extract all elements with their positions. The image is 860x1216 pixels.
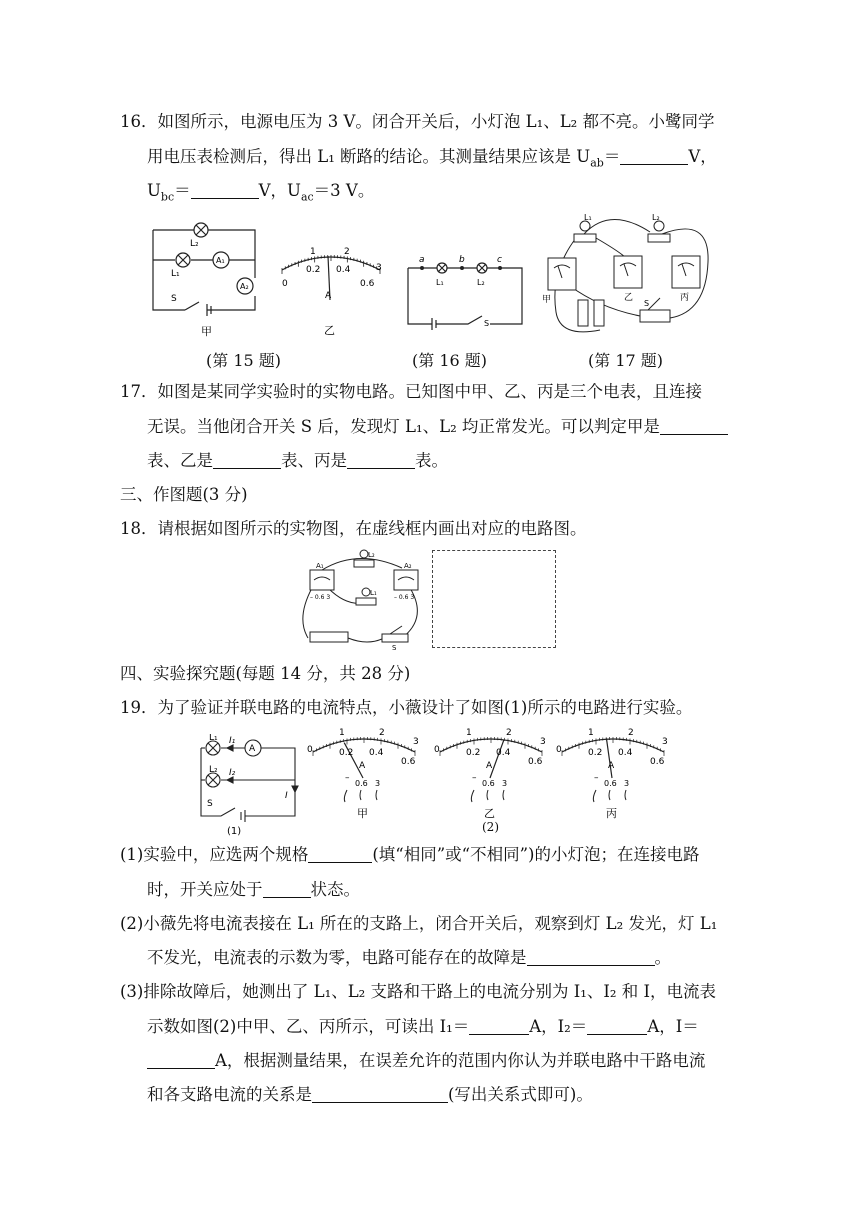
- answer-blank-bing[interactable]: [347, 452, 415, 469]
- q19-p2-line1: (2)小薇先将电流表接在 L₁ 所在的支路上，闭合开关后，观察到灯 L₂ 发光，灯 L₁: [120, 914, 718, 933]
- meter-tick-04: 0.4: [369, 748, 384, 758]
- meter-label-yi: 乙: [484, 807, 495, 820]
- fig15-unit: A: [325, 291, 332, 301]
- fig17-S: S: [644, 299, 650, 308]
- fig19-circuit: [195, 734, 305, 838]
- fig15-meter: [270, 240, 390, 340]
- terminal-minus: –: [594, 773, 599, 783]
- fig18-S: S: [392, 644, 397, 652]
- section-3-title: 三、作图题(3 分): [120, 485, 248, 504]
- terminal-3: 3: [502, 779, 508, 788]
- answer-blank-uab[interactable]: [620, 148, 688, 165]
- q19-p3-text3: A，I＝: [647, 1017, 699, 1036]
- terminal-06: 0.6: [604, 779, 617, 788]
- fig19-L2: L₂: [209, 765, 218, 775]
- fig19-I: I: [285, 791, 288, 801]
- meter-tick-04: 0.4: [618, 748, 633, 758]
- meter-tick-2: 2: [628, 728, 634, 738]
- q17-t3: 表。: [415, 451, 448, 470]
- q16-text: 用电压表检测后，得出 L₁ 断路的结论。其测量结果应该是 U: [147, 147, 591, 166]
- fig15-t3: 3: [376, 263, 382, 273]
- fig15-t1: 1: [310, 247, 316, 257]
- fig19-S: S: [207, 799, 213, 809]
- fig19-A: A: [249, 744, 256, 754]
- answer-blank-relation[interactable]: [312, 1086, 448, 1103]
- q16-sub-ab: ab: [590, 156, 604, 170]
- terminal-06: 0.6: [482, 779, 495, 788]
- drawing-answer-box[interactable]: [432, 550, 556, 648]
- meter-yi: [430, 722, 550, 826]
- meter-tick-3: 3: [662, 737, 668, 747]
- meter-tick-0: 0: [434, 745, 440, 755]
- fig17-yi: 乙: [624, 293, 634, 303]
- fig15-t04: 0.4: [336, 265, 351, 275]
- fig18-A1: A₁: [316, 562, 324, 570]
- answer-blank-i2[interactable]: [587, 1018, 647, 1035]
- meter-tick-06: 0.6: [650, 757, 665, 767]
- fig15-L1: L₁: [171, 269, 180, 279]
- fig15-label: 甲: [201, 325, 212, 338]
- fig17-bing: 丙: [680, 293, 690, 303]
- answer-blank-i[interactable]: [147, 1052, 215, 1069]
- answer-blank-spec[interactable]: [308, 846, 372, 863]
- answer-blank-switch-state[interactable]: [263, 881, 311, 898]
- answer-blank-yi[interactable]: [213, 452, 281, 469]
- q18-line1: 18．请根据如图所示的实物图，在虚线框内画出对应的电路图。: [120, 519, 587, 538]
- fig15-t0: 0: [282, 279, 288, 289]
- q19-p3-line3: [147, 1051, 705, 1071]
- fig16-L2: L₂: [477, 278, 485, 287]
- q16-line3: [147, 181, 374, 207]
- q16-unit2: V，U: [258, 181, 301, 200]
- meter-bing: [552, 722, 672, 826]
- q16-line2: [147, 147, 717, 173]
- q19-p2-end: 。: [654, 948, 671, 967]
- answer-blank-ubc[interactable]: [191, 182, 259, 199]
- meter-tick-1: 1: [339, 728, 345, 738]
- q16-end: ＝3 V。: [313, 181, 375, 200]
- fig18-L2: L₂: [368, 551, 375, 559]
- fig15-t2: 2: [344, 247, 350, 257]
- meter-tick-0: 0: [307, 745, 313, 755]
- meter-label-jia: 甲: [357, 807, 368, 820]
- terminal-06: 0.6: [355, 779, 368, 788]
- terminal-3: 3: [375, 779, 381, 788]
- q16-eq2: ＝: [174, 181, 191, 200]
- fig16-c: c: [497, 255, 502, 265]
- fig18-scale-right: – 0.6 3: [394, 594, 415, 601]
- q19-p3-line1: (3)排除故障后，她测出了 L₁、L₂ 支路和干路上的电流分别为 I₁、I₂ 和 I，电流表: [120, 982, 717, 1001]
- meter-unit: A: [608, 761, 615, 771]
- terminal-minus: –: [345, 773, 350, 783]
- terminal-3: 3: [624, 779, 630, 788]
- fig19-I2: I₂: [229, 768, 236, 778]
- meter-unit: A: [359, 761, 366, 771]
- answer-blank-jia[interactable]: [660, 418, 728, 435]
- caption-fig19-2: (2): [482, 820, 499, 834]
- fig19-L1: L₁: [209, 734, 218, 743]
- fig15b-label: 乙: [324, 324, 335, 337]
- q19-p1-text4: 状态。: [310, 880, 360, 899]
- fig17-L1: L₁: [584, 213, 592, 222]
- fig18-physical-circuit: [298, 548, 428, 652]
- fig18-L1: L₁: [370, 589, 377, 597]
- q19-line1: 19．为了验证并联电路的电流特点，小薇设计了如图(1)所示的电路进行实验。: [120, 698, 693, 717]
- q19-p1-text2: (填“相同”或“不相同”)的小灯泡；在连接电路: [372, 845, 700, 864]
- meter-tick-06: 0.6: [528, 757, 543, 767]
- q19-p1-text3: 时，开关应处于: [147, 880, 263, 899]
- caption-fig16: (第 16 题): [412, 351, 488, 370]
- q19-p3-text5: 和各支路电流的关系是: [147, 1085, 312, 1104]
- q16-sub-bc: bc: [160, 190, 175, 204]
- q16-unit: V，: [688, 147, 717, 166]
- fig17-jia: 甲: [542, 295, 552, 305]
- q16-u: U: [147, 181, 161, 200]
- meter-tick-02: 0.2: [588, 748, 603, 758]
- meter-tick-02: 0.2: [339, 748, 354, 758]
- meter-tick-0: 0: [556, 745, 562, 755]
- q19-p3-text1: 示数如图(2)中甲、乙、丙所示，可读出 I₁＝: [147, 1017, 470, 1036]
- fig15-A1: A₁: [216, 256, 225, 265]
- meter-tick-02: 0.2: [466, 748, 481, 758]
- fig19-I1: I₁: [229, 736, 236, 746]
- fig19-cap1: (1): [227, 826, 242, 837]
- fig17-L2: L₂: [652, 213, 660, 222]
- caption-fig17: (第 17 题): [588, 351, 664, 370]
- fig16-L1: L₁: [436, 278, 444, 287]
- q16-sub-ac: ac: [300, 190, 314, 204]
- answer-blank-fault[interactable]: [527, 949, 655, 966]
- fig15-S: S: [171, 294, 177, 304]
- fig15-t06: 0.6: [360, 279, 375, 289]
- fig16-a: a: [419, 255, 425, 265]
- fig15-A2: A₂: [240, 282, 249, 291]
- meter-tick-3: 3: [540, 737, 546, 747]
- fig18-scale-left: – 0.6 3: [310, 594, 331, 601]
- q19-p3-line2: [147, 1017, 699, 1037]
- fig15-circuit: [145, 220, 265, 340]
- q17-line3: [147, 451, 448, 471]
- fig15-t02: 0.2: [306, 265, 321, 275]
- q16-eq: ＝: [603, 147, 621, 166]
- q19-p2-text: 不发光，电流表的示数为零，电路可能存在的故障是: [147, 948, 527, 967]
- q19-p1-line1: [120, 845, 700, 865]
- fig18-A2: A₂: [404, 562, 412, 570]
- meter-tick-06: 0.6: [401, 757, 416, 767]
- answer-blank-i1[interactable]: [469, 1018, 529, 1035]
- meter-tick-3: 3: [413, 737, 419, 747]
- fig17-physical-circuit: [540, 212, 718, 340]
- q19-p1-line2: [147, 880, 360, 900]
- q19-p3-text4: A，根据测量结果，在误差允许的范围内你认为并联电路中干路电流: [215, 1051, 706, 1070]
- meter-unit: A: [486, 761, 493, 771]
- section-4-title: 四、实验探究题(每题 14 分，共 28 分): [120, 664, 411, 683]
- meter-tick-1: 1: [588, 728, 594, 738]
- meter-tick-2: 2: [506, 728, 512, 738]
- meter-label-bing: 丙: [606, 807, 617, 820]
- meter-tick-04: 0.4: [496, 748, 511, 758]
- terminal-minus: –: [472, 773, 477, 783]
- q17-line2: [147, 417, 728, 437]
- fig16-circuit: [402, 252, 527, 332]
- q17-t2: 表、丙是: [281, 451, 347, 470]
- q19-p1-text1: (1)实验中，应选两个规格: [120, 845, 309, 864]
- meter-tick-2: 2: [379, 728, 385, 738]
- q16-line1: 16．如图所示，电源电压为 3 V。闭合开关后，小灯泡 L₁、L₂ 都不亮。小鹭同学: [120, 112, 715, 131]
- q19-p3-text6: (写出关系式即可)。: [448, 1085, 593, 1104]
- fig16-S: S: [484, 319, 490, 328]
- q19-p3-text2: A，I₂＝: [529, 1017, 588, 1036]
- q17-text: 无误。当他闭合开关 S 后，发现灯 L₁、L₂ 均正常发光。可以判定甲是: [147, 417, 660, 436]
- meter-tick-1: 1: [466, 728, 472, 738]
- fig16-b: b: [459, 255, 465, 265]
- q17-t1: 表、乙是: [147, 451, 213, 470]
- meter-jia: [303, 722, 423, 826]
- q17-line1: 17．如图是某同学实验时的实物电路。已知图中甲、乙、丙是三个电表，且连接: [120, 382, 702, 401]
- q19-p2-line2: [147, 948, 671, 968]
- caption-fig15: (第 15 题): [206, 351, 282, 370]
- q19-p3-line4: [147, 1085, 593, 1105]
- fig15-L2: L₂: [190, 239, 199, 249]
